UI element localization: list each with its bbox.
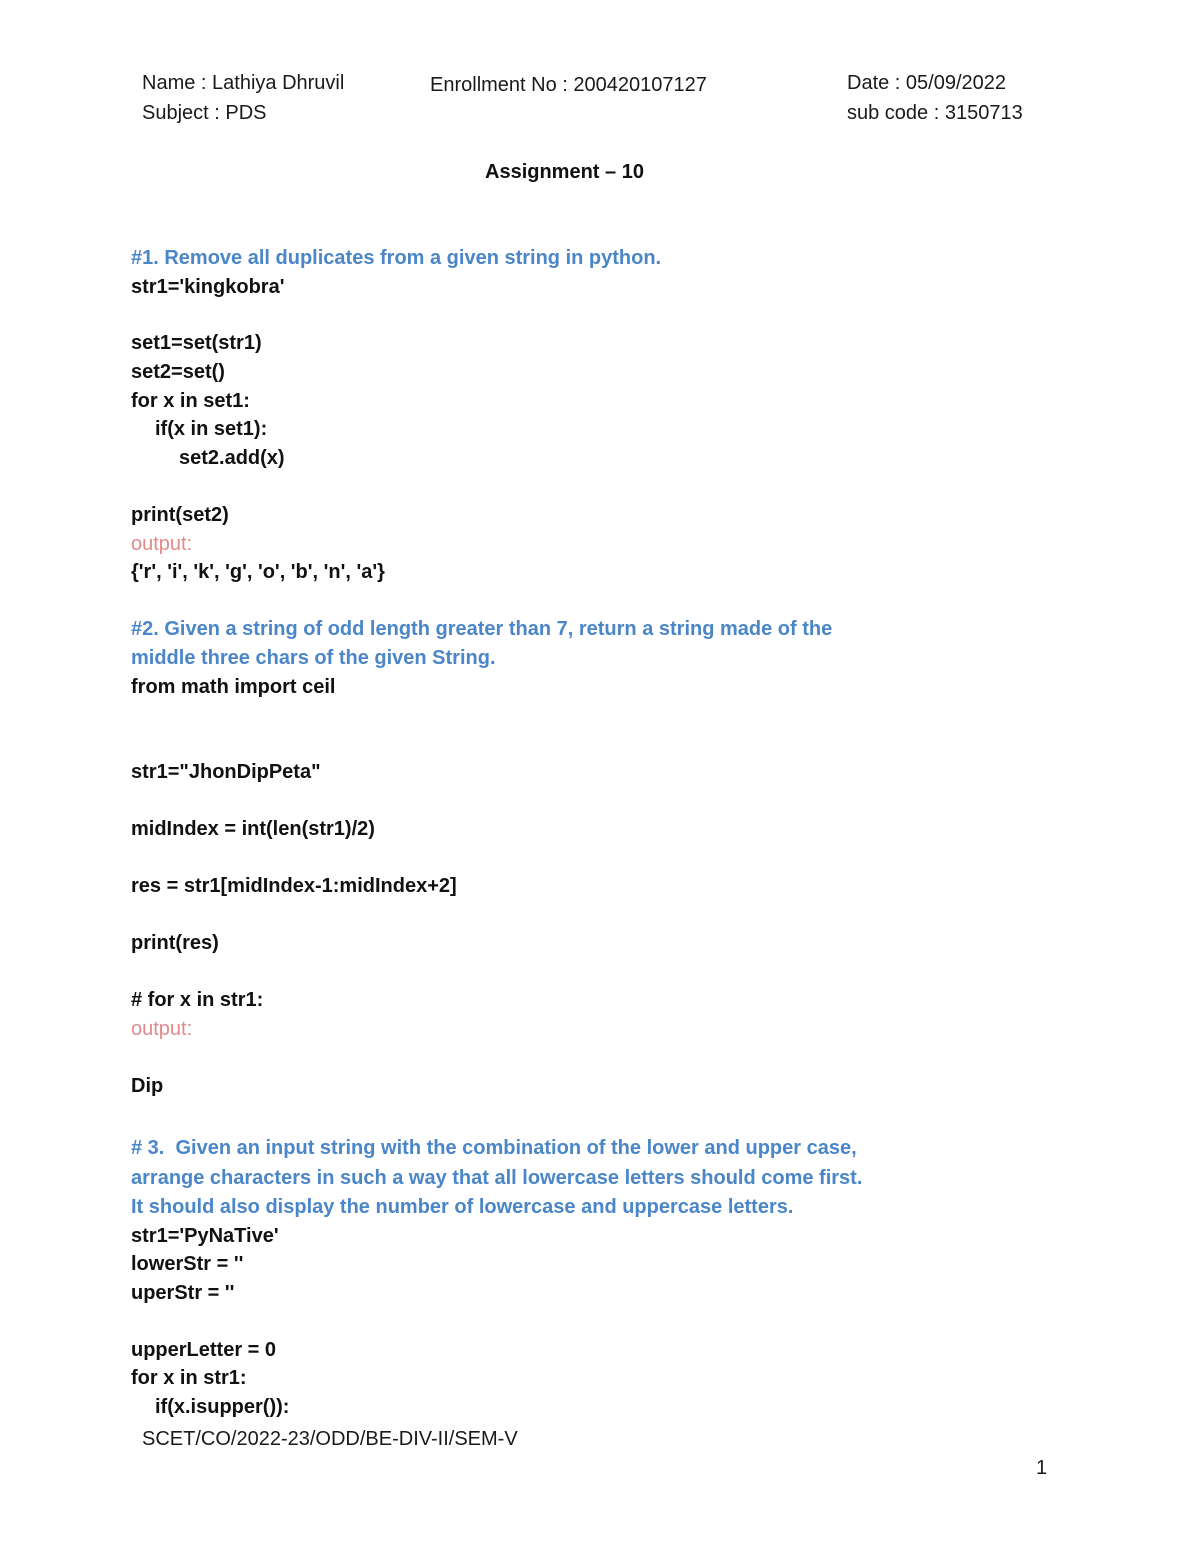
page-title: Assignment – 10 [485,161,644,183]
output-value: Dip [131,1075,164,1097]
question-3-heading-line2: arrange characters in such a way that all lowercase letters should come first. [131,1167,863,1189]
footer-path: SCET/CO/2022-23/ODD/BE-DIV-II/SEM-V [142,1428,518,1450]
code-line: if(x in set1): [155,418,268,440]
question-2-heading-line2: middle three chars of the given String. [131,647,496,669]
output-label: output: [131,1018,193,1040]
code-line: set2=set() [131,361,225,383]
header-subject: Subject : PDS [142,102,267,124]
code-line: lowerStr = '' [131,1253,244,1275]
question-1-heading: #1. Remove all duplicates from a given string in python. [131,247,662,269]
code-line: upperLetter = 0 [131,1339,277,1361]
header-sub-code: sub code : 3150713 [847,102,1023,124]
output-value: {'r', 'i', 'k', 'g', 'o', 'b', 'n', 'a'} [131,561,385,583]
output-label: output: [131,533,193,555]
code-line: # for x in str1: [131,989,264,1011]
page-number: 1 [1036,1457,1048,1479]
question-3-heading-line3: It should also display the number of lowercase and uppercase letters. [131,1196,794,1218]
code-line: res = str1[midIndex-1:midIndex+2] [131,875,457,897]
code-line: str1='kingkobra' [131,276,285,298]
code-line: midIndex = int(len(str1)/2) [131,818,375,840]
code-line: from math import ceil [131,676,336,698]
code-line: set1=set(str1) [131,332,262,354]
code-line: print(set2) [131,504,229,526]
header-name: Name : Lathiya Dhruvil [142,72,345,94]
code-line: if(x.isupper()): [155,1396,290,1418]
code-line: str1="JhonDipPeta" [131,761,321,783]
question-3-heading-line1: # 3. Given an input string with the combination of the lower and upper case, [131,1137,857,1159]
code-line: uperStr = '' [131,1282,235,1304]
header-date: Date : 05/09/2022 [847,72,1007,94]
code-line: set2.add(x) [179,447,285,469]
header-enrollment: Enrollment No : 200420107127 [430,74,707,96]
code-line: for x in str1: [131,1367,247,1389]
code-line: str1='PyNaTive' [131,1225,279,1247]
code-line: print(res) [131,932,219,954]
code-line: for x in set1: [131,390,250,412]
question-2-heading-line1: #2. Given a string of odd length greater than 7, return a string made of the [131,618,833,640]
